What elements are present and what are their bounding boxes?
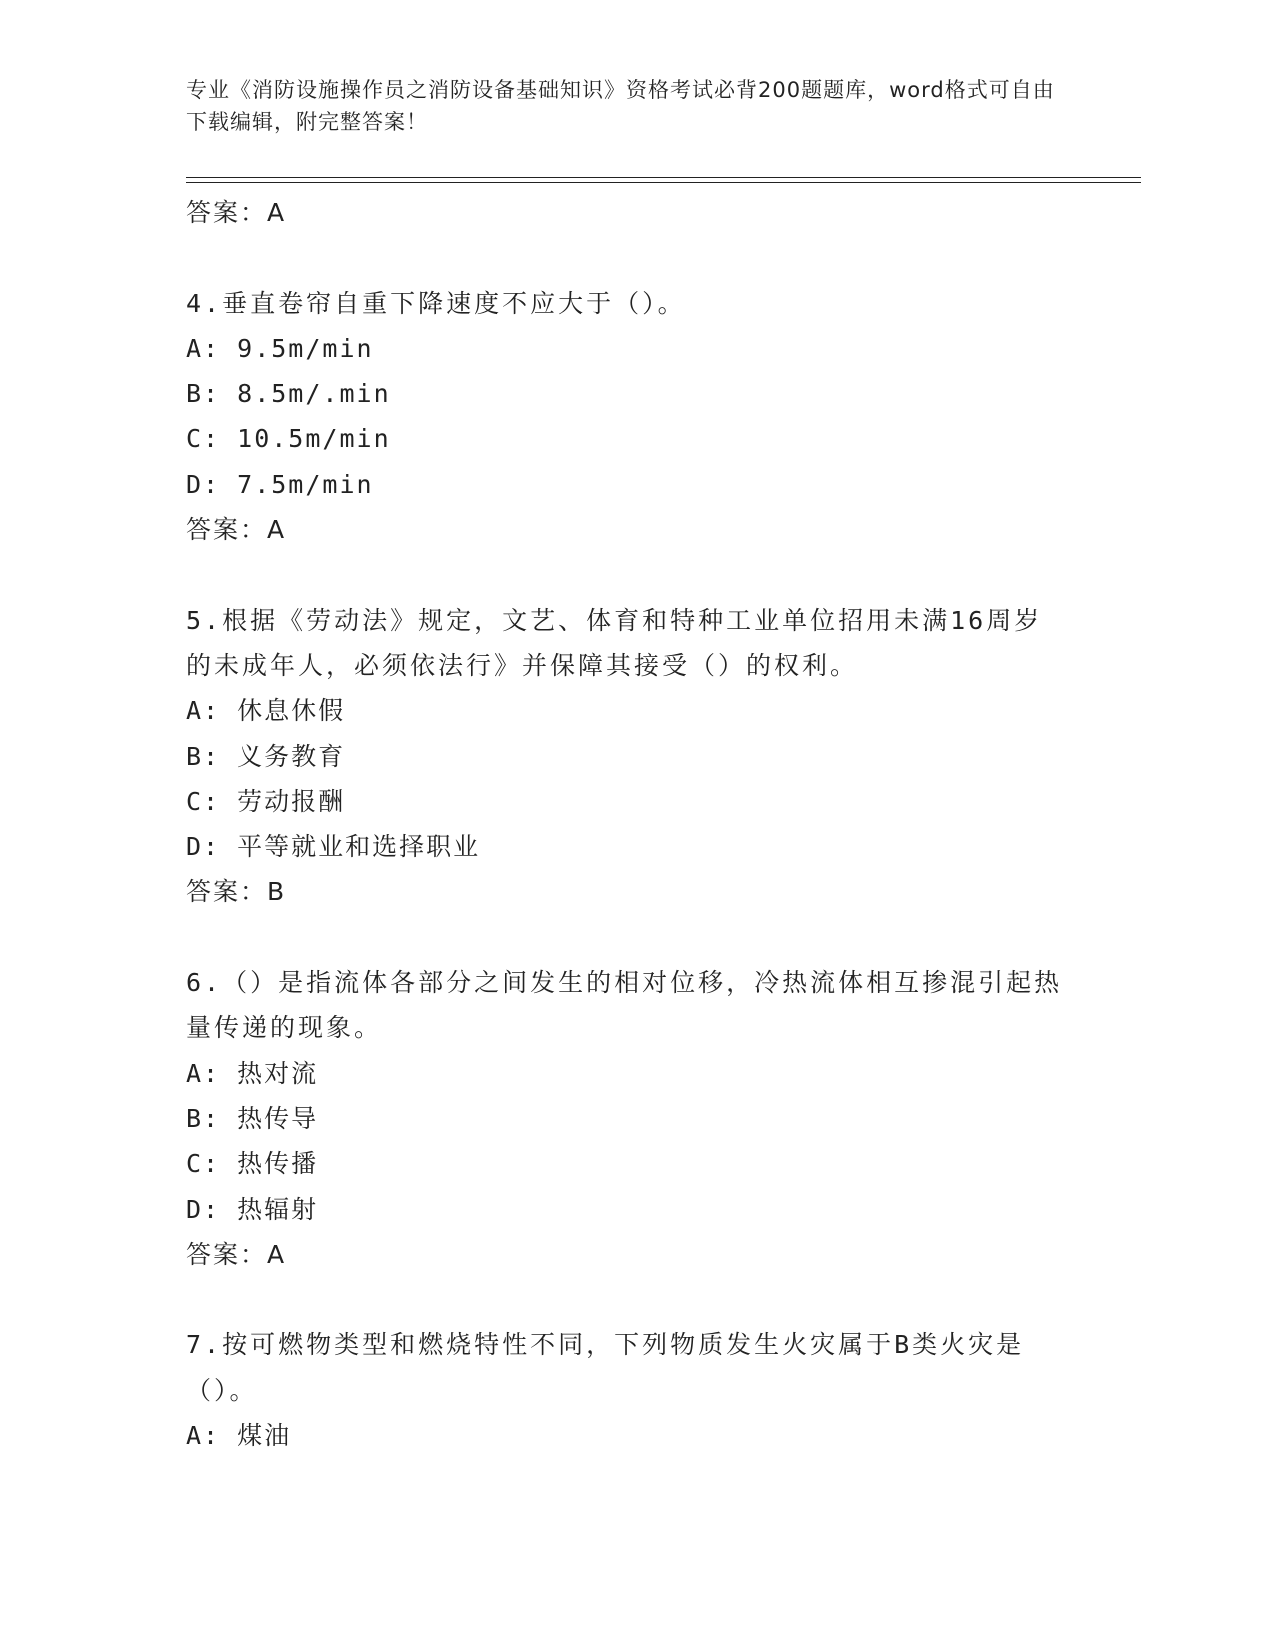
header-divider-top xyxy=(186,177,1141,178)
option-b: B: 热传导 xyxy=(186,1103,319,1133)
question-stem: 7.按可燃物类型和燃烧特性不同，下列物质发生火灾属于B类火灾是（）。 xyxy=(186,1330,1025,1405)
spacer xyxy=(186,552,1086,597)
option-a: A: 休息休假 xyxy=(186,696,346,726)
option-b: B: 义务教育 xyxy=(186,741,346,771)
answer-label: 答案：B xyxy=(186,877,287,907)
question-block xyxy=(186,598,1086,915)
option-d: D: 7.5m/min xyxy=(186,469,374,499)
question-stem: 6.（）是指流体各部分之间发生的相对位移，冷热流体相互掺混引起热量传递的现象。 xyxy=(186,968,1063,1043)
answer-label: 答案：A xyxy=(186,1239,287,1269)
option-c: C: 劳动报酬 xyxy=(186,786,346,816)
header-text: 专业《消防设施操作员之消防设备基础知识》资格考试必背200题题库，word格式可自由下载编辑，附完整答案！ xyxy=(186,78,1055,134)
document-header xyxy=(186,74,1066,138)
option-d: D: 热辐射 xyxy=(186,1194,319,1224)
spacer xyxy=(186,915,1086,960)
previous-answer: 答案：A xyxy=(186,198,287,227)
answer-label: 答案：A xyxy=(186,515,287,545)
question-stem: 4.垂直卷帘自重下降速度不应大于（）。 xyxy=(186,288,686,318)
question-stem: 5.根据《劳动法》规定，文艺、体育和特种工业单位招用未满16周岁的未成年人，必须依法行》并保障其接受（）的权利。 xyxy=(186,605,1043,680)
option-c: C: 10.5m/min xyxy=(186,424,391,454)
option-a: A: 煤油 xyxy=(186,1421,292,1451)
question-list xyxy=(186,190,1086,1458)
option-b: B: 8.5m/.min xyxy=(186,379,391,409)
spacer xyxy=(186,235,1086,280)
option-a: A: 热对流 xyxy=(186,1058,319,1088)
spacer xyxy=(186,1277,1086,1322)
question-block xyxy=(186,281,1086,553)
question-block xyxy=(186,1322,1086,1458)
option-a: A: 9.5m/min xyxy=(186,333,374,363)
question-block xyxy=(186,960,1086,1277)
option-d: D: 平等就业和选择职业 xyxy=(186,832,481,862)
header-divider-bottom xyxy=(186,182,1141,183)
option-c: C: 热传播 xyxy=(186,1149,319,1179)
